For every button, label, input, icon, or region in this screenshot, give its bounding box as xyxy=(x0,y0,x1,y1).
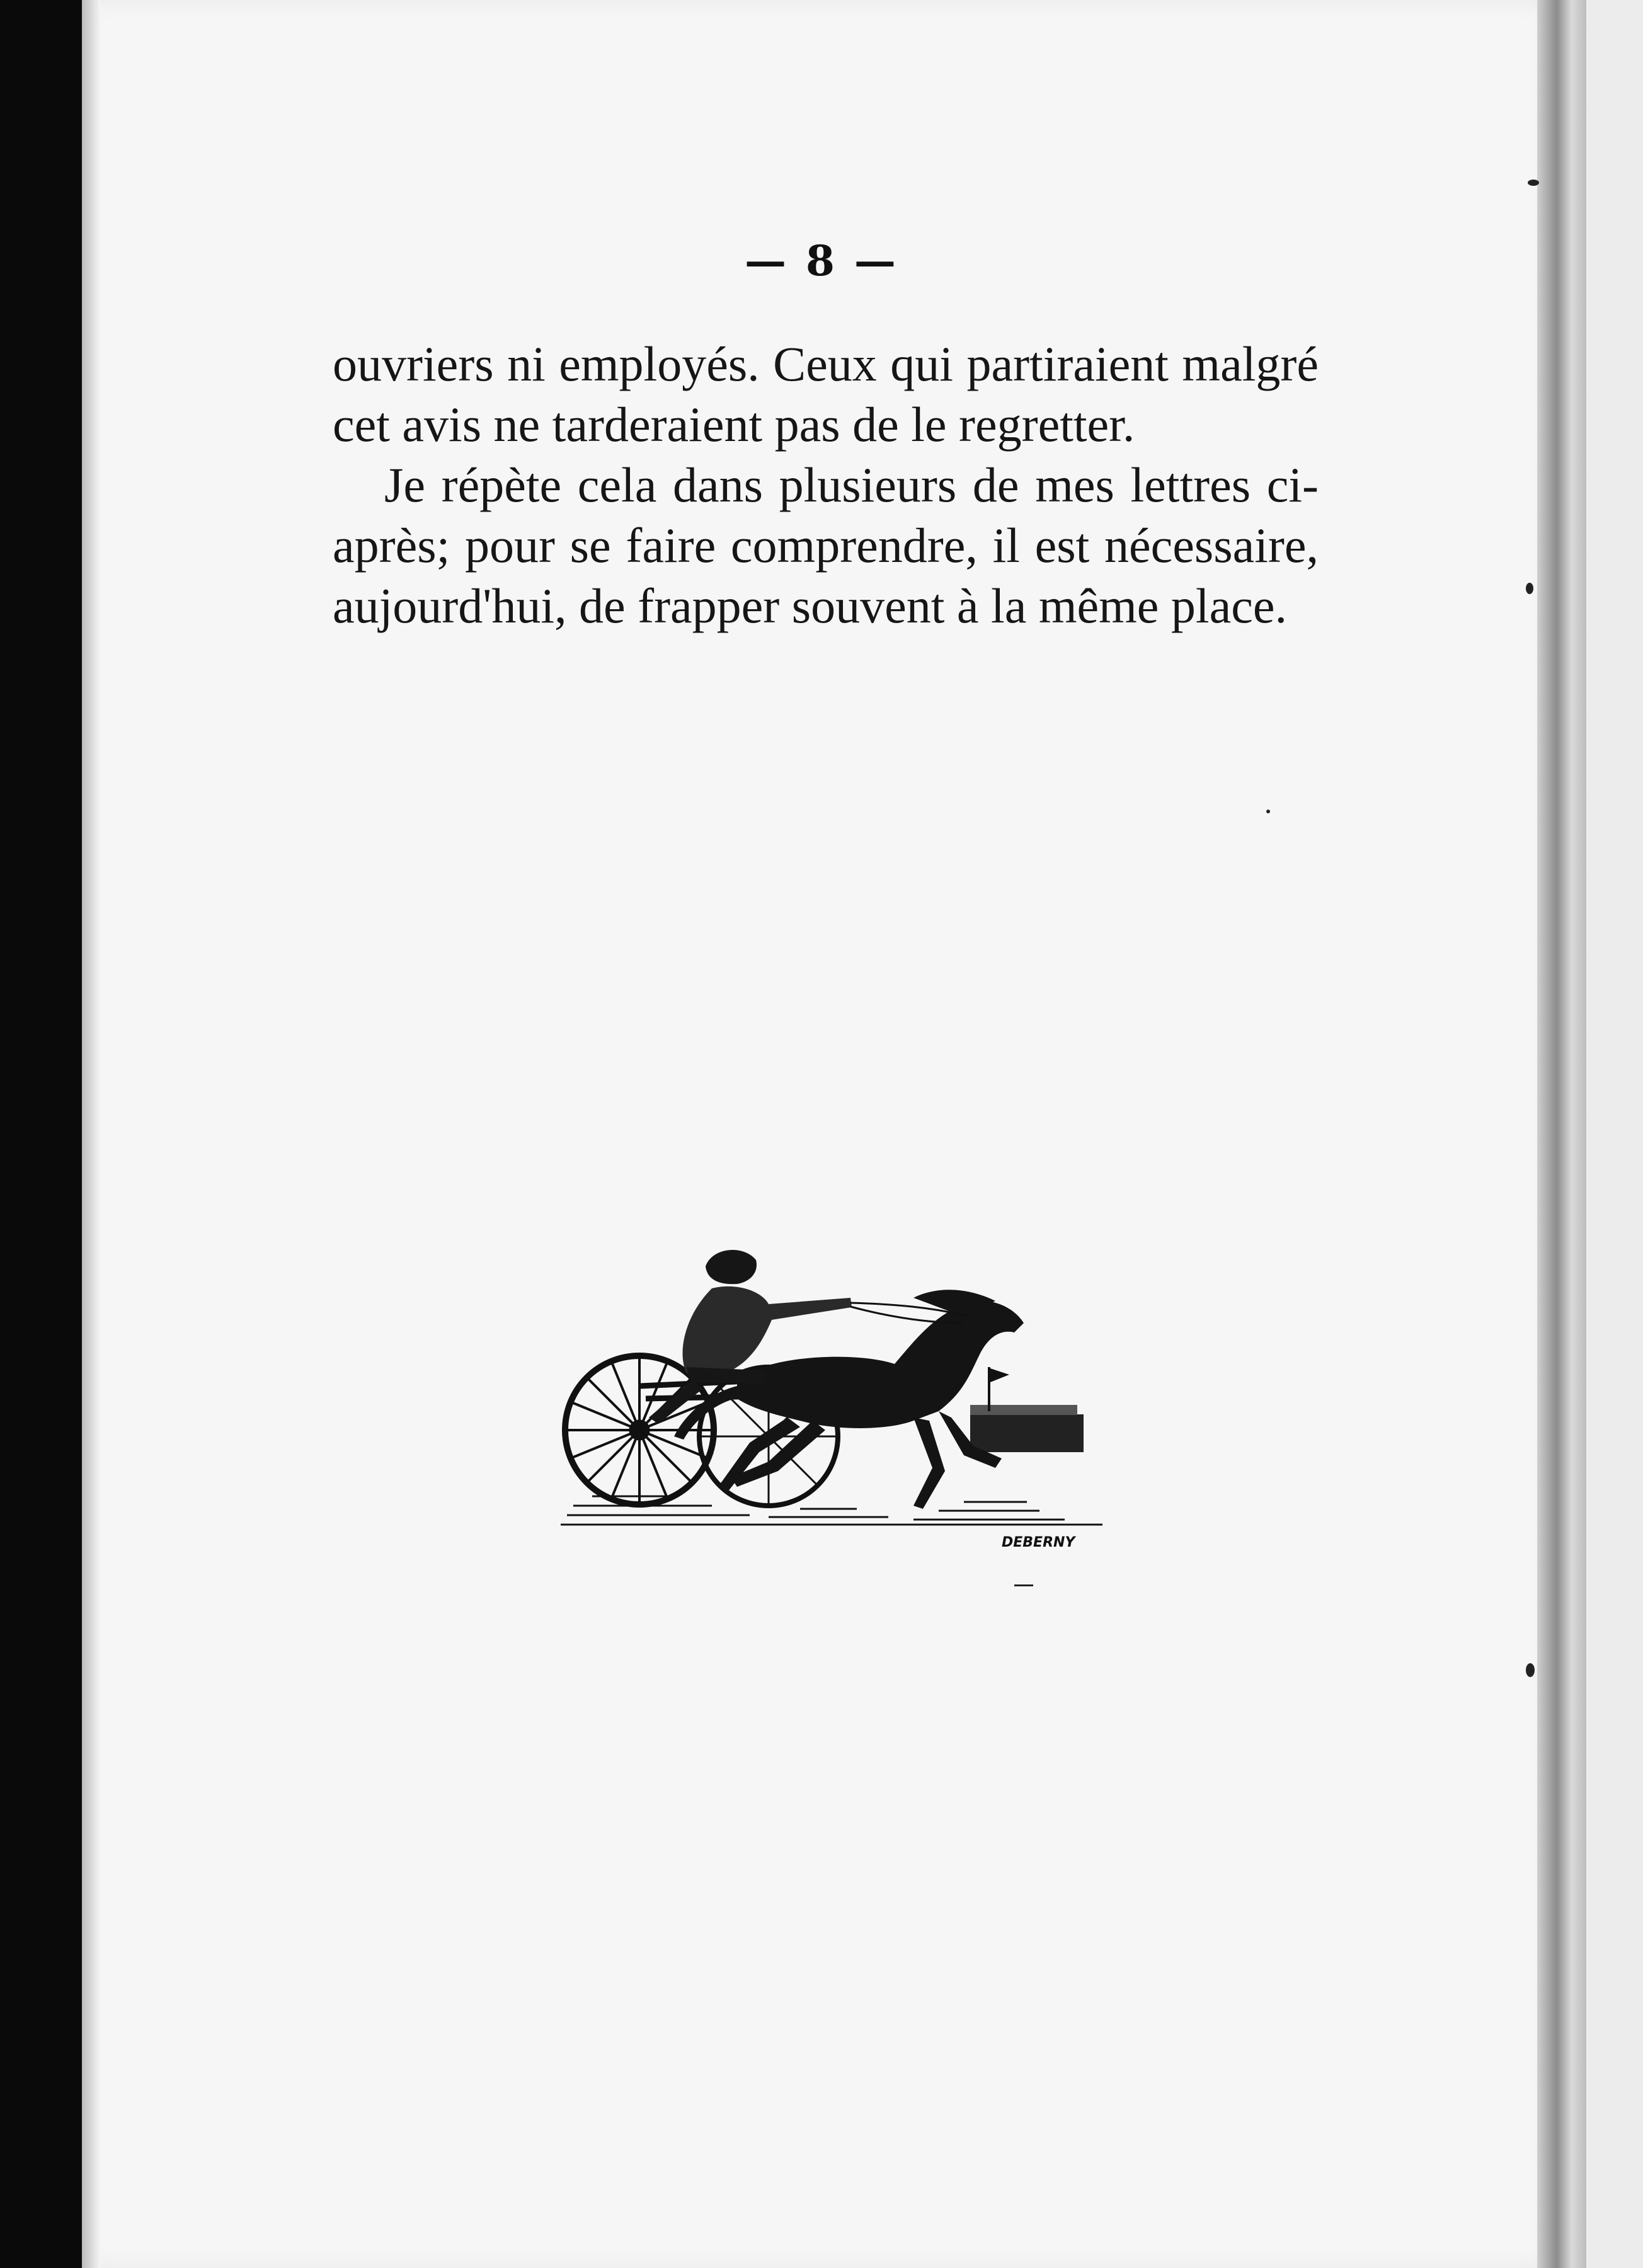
margin-speck xyxy=(1526,583,1533,594)
margin-speck xyxy=(1014,1584,1033,1586)
paragraph-1: ouvriers ni employés. Ceux qui partiraient malgré cet avis ne tarderaient pas de le regretter. xyxy=(333,336,1319,452)
next-page-strip xyxy=(1586,0,1643,2268)
margin-speck xyxy=(1266,810,1270,813)
page-number: — 8 — xyxy=(745,236,898,285)
engraver-signature: DEBERNY xyxy=(1002,1535,1075,1550)
ground-hatching xyxy=(561,1496,1102,1525)
grandstand xyxy=(970,1367,1084,1452)
binding-shadow xyxy=(82,0,101,2268)
margin-speck xyxy=(1526,1663,1535,1677)
page-edge xyxy=(1537,0,1586,2268)
margin-speck xyxy=(1528,180,1539,186)
paragraph-2: Je répète cela dans plusieurs de mes lettres ci-après; pour se faire comprendre, il est nécessaire, aujourd'hui, de frapper souvent à la même place. xyxy=(333,457,1319,633)
body-text xyxy=(333,334,1319,636)
sulky-horse-engraving xyxy=(561,1228,1109,1556)
